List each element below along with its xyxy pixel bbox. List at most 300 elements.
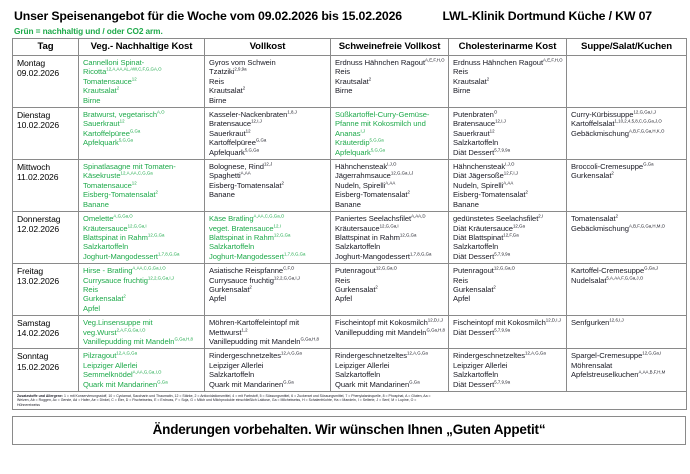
allergen-codes: 12 xyxy=(245,128,251,134)
dish-name: Diät Blattspinat xyxy=(453,232,504,242)
allergen-codes: A,O xyxy=(157,109,165,115)
dish-name: Salzkartoffeln xyxy=(453,242,499,252)
dish-line xyxy=(209,351,327,360)
dish-name: Kartoffelpüree xyxy=(209,138,256,148)
table-row xyxy=(13,108,687,160)
dish-name: Vanillepudding mit Mandeln xyxy=(83,336,175,346)
dish-name: Ricotta xyxy=(83,67,107,77)
allergen-codes: A,AA,G,Ga,I,O xyxy=(132,369,162,375)
allergen-codes: 5,G,Ga xyxy=(369,137,384,143)
dish-name: Möhrensalat xyxy=(571,360,613,370)
allergen-codes: 1,8,J xyxy=(287,109,297,115)
allergen-codes: 5,7,9,9a xyxy=(494,379,511,385)
allergen-codes: 5,7,9,9a xyxy=(494,147,511,153)
column-header-day: Tag xyxy=(13,39,79,56)
dish-line xyxy=(335,252,445,261)
allergen-codes: G,Ga,H,8 xyxy=(300,336,319,342)
dish-line xyxy=(83,337,201,346)
menu-cell-schweinefrei xyxy=(331,349,449,392)
allergen-codes: 2,A,F,G,Ga,I,O xyxy=(116,327,146,333)
menu-cell-veg xyxy=(79,349,205,392)
dish-name: Salzkartoffeln xyxy=(453,138,499,148)
dish-name: Joghurt-Mangodessert xyxy=(209,251,284,261)
allergen-codes: 12,I xyxy=(273,222,281,228)
dish-name: Salzkartoffeln xyxy=(209,370,255,380)
day-cell xyxy=(13,212,79,264)
allergen-codes: 12,A,G,Ga xyxy=(525,350,546,356)
footer-banner: Änderungen vorbehalten. Wir wünschen Ihnen „Guten Appetit“ xyxy=(12,416,686,445)
dish-line xyxy=(453,380,563,389)
allergen-codes: 2 xyxy=(375,284,378,290)
allergen-codes: 5,7,9,9a xyxy=(494,327,511,333)
dish-line xyxy=(335,110,445,119)
allergen-codes: A,B,F,G,Ga,H,K,O xyxy=(628,128,665,134)
dish-line xyxy=(571,119,683,128)
dish-line xyxy=(453,285,563,294)
dish-name: Krautsalat xyxy=(453,76,487,86)
dish-name: Krautsalat xyxy=(209,86,243,96)
dish-name: Vanillepudding mit Mandeln xyxy=(335,327,427,337)
allergen-codes: A,AA xyxy=(385,180,396,186)
dish-line xyxy=(453,129,563,138)
dish-name: Spaghetti xyxy=(209,171,241,181)
allergen-codes: A,AA xyxy=(503,180,514,186)
menu-cell-vollkost xyxy=(205,264,331,316)
allergen-codes: G,Ga xyxy=(409,379,420,385)
dish-name: Apfelquark xyxy=(209,147,245,157)
day-cell xyxy=(13,108,79,160)
table-row xyxy=(13,316,687,349)
allergen-codes: 12,2,G,Ga,I,J xyxy=(273,275,301,280)
dish-name: Nudelsalat xyxy=(571,275,607,285)
allergen-codes: 5,G,Ga xyxy=(118,137,133,143)
menu-cell-vollkost xyxy=(205,349,331,392)
allergen-codes: 12,A,AA,C,G,Ga xyxy=(120,170,153,176)
allergen-codes: 12,2,G,Ga,I,J xyxy=(147,275,175,280)
allergen-codes: A,G,Ga,O xyxy=(113,213,133,219)
dish-name: Spinatlasagne mit Tomaten- xyxy=(83,162,176,172)
dish-line xyxy=(209,380,327,389)
dish-line xyxy=(335,58,445,67)
dish-line xyxy=(83,138,201,147)
dish-name: Reis xyxy=(83,284,98,294)
allergen-codes: 12,G,Ga,O xyxy=(375,265,398,271)
allergen-codes: A,AA,C,G,Ga,I,O xyxy=(132,265,166,271)
dish-line xyxy=(209,370,327,379)
dish-name: Krautsalat xyxy=(335,76,369,86)
column-header-cholesterin: Cholesterinarme Kost xyxy=(449,39,567,56)
dish-line xyxy=(209,58,327,67)
dish-line xyxy=(335,276,445,285)
dish-name: Gebäckmischung xyxy=(571,128,629,138)
column-header-veg: Veg.- Nachhaltige Kost xyxy=(79,39,205,56)
menu-cell-schweinefrei xyxy=(331,108,449,160)
dish-name: Salzkartoffeln xyxy=(209,242,255,252)
day-name: Samstag xyxy=(17,318,51,329)
dish-line xyxy=(453,148,563,157)
day-name: Montag xyxy=(17,58,46,68)
allergen-codes: 12,A,G,Ga xyxy=(116,350,138,356)
dish-name: Tzatziki xyxy=(209,67,235,77)
dish-name: Rindergeschnetzeltes xyxy=(209,351,282,361)
dish-name: veget. Bratensauce xyxy=(209,223,274,233)
dish-name: Cannelloni Spinat- xyxy=(83,58,145,67)
table-row xyxy=(13,349,687,392)
menu-cell-cholesterin xyxy=(449,56,567,108)
dish-line xyxy=(209,242,327,251)
dish-name: Leipziger Allerlei xyxy=(83,360,138,370)
dish-name: Sauerkraut xyxy=(209,128,246,138)
dish-line xyxy=(335,190,445,199)
dish-line xyxy=(335,370,445,379)
dish-name: Gurkensalat xyxy=(209,284,250,294)
menu-cell-veg xyxy=(79,264,205,316)
dish-line xyxy=(209,318,327,327)
dish-line xyxy=(83,351,201,360)
allergen-codes: 5,A,AA,F,G,Ga,J,O xyxy=(606,275,644,280)
menu-cell-vollkost xyxy=(205,56,331,108)
allergen-codes: 12,D,I,J xyxy=(427,317,443,323)
dish-name: Gurkensalat xyxy=(571,171,612,181)
menu-cell-schweinefrei xyxy=(331,160,449,212)
menu-cell-cholesterin xyxy=(449,316,567,349)
dish-name: Diät Dessert xyxy=(453,379,495,389)
dish-name: Apfel xyxy=(335,294,353,304)
dish-line xyxy=(83,200,201,209)
table-row xyxy=(13,212,687,264)
allergen-codes: 5,7,9,9a xyxy=(494,251,511,257)
dish-line xyxy=(209,181,327,190)
dish-name: Kräutersauce xyxy=(335,223,380,233)
menu-cell-cholesterin xyxy=(449,212,567,264)
dish-line xyxy=(571,351,683,360)
dish-name: Fischeintopf mit Kokosmilch xyxy=(335,318,428,328)
dish-name: Bratwurst, vegetarisch xyxy=(83,110,158,120)
dish-name: Pfanne mit Kokosmilch und xyxy=(335,119,426,129)
dish-name: Tomatensalat xyxy=(571,214,616,224)
day-date: 12.02.2026 xyxy=(17,224,60,235)
dish-name: Reis xyxy=(335,67,350,77)
document-header xyxy=(8,0,682,23)
dish-name: Erdnuss Hähnchen Ragout xyxy=(335,58,426,67)
dish-line xyxy=(335,328,445,337)
dish-line xyxy=(453,294,563,303)
dish-name: Semmelknödel xyxy=(83,370,133,380)
dish-line xyxy=(209,77,327,86)
allergen-codes: 12,G,Ga xyxy=(147,232,165,238)
dish-line xyxy=(83,252,201,261)
dish-line xyxy=(83,266,201,275)
dish-name: Curry-Kürbissuppe xyxy=(571,110,634,120)
allergen-codes: 2 xyxy=(493,284,496,290)
dish-line xyxy=(335,86,445,95)
allergen-codes: 2 xyxy=(155,189,158,195)
dish-name: Hirse - Bratling xyxy=(83,266,133,276)
menu-cell-vollkost xyxy=(205,212,331,264)
dish-name: Hähnchensteak xyxy=(453,162,506,172)
day-name: Dienstag xyxy=(17,110,51,121)
allergen-codes: A,B,F,G,Ga,H,M,O xyxy=(628,222,666,228)
allergen-codes: 12 xyxy=(119,118,125,124)
day-date: 09.02.2026 xyxy=(17,68,60,79)
dish-name: Quark mit Mandarinen xyxy=(209,379,284,389)
dish-name: veg.Wurst xyxy=(83,327,117,337)
dish-name: Paniertes Seelachsfilet xyxy=(335,214,412,224)
dish-name: Vanillepudding mit Mandeln xyxy=(209,336,301,346)
dish-line xyxy=(453,86,563,95)
column-header-suppe: Suppe/Salat/Kuchen xyxy=(567,39,687,56)
column-header-schweinefrei: Schweinefreie Vollkost xyxy=(331,39,449,56)
dish-name: Leipziger Allerlei xyxy=(335,360,390,370)
dish-name: Diät Dessert xyxy=(453,147,495,157)
dish-name: Apfelquark xyxy=(83,138,119,148)
allergen-codes: I,J,O xyxy=(505,161,515,167)
menu-cell-cholesterin xyxy=(449,264,567,316)
allergen-codes: G,Ga xyxy=(255,137,267,143)
menu-cell-schweinefrei xyxy=(331,316,449,349)
day-date: 11.02.2026 xyxy=(17,172,59,183)
dish-name: Joghurt-Mangodessert xyxy=(335,251,410,261)
dish-line xyxy=(453,276,563,285)
dish-name: Sauerkraut xyxy=(453,128,490,138)
allergen-codes: 2 xyxy=(368,76,372,82)
dish-line xyxy=(83,119,201,128)
dish-name: Salzkartoffeln xyxy=(335,370,381,380)
allergen-codes: 1,7,8,G,Ga xyxy=(283,251,306,257)
day-date: 15.02.2026 xyxy=(17,361,60,372)
dish-line xyxy=(209,224,327,233)
dish-line xyxy=(83,276,201,285)
dish-name: Ananas xyxy=(335,128,361,138)
allergen-codes: 12,Ga xyxy=(512,222,525,228)
dish-line xyxy=(83,129,201,138)
dish-name: Birne xyxy=(335,86,353,96)
dish-line xyxy=(83,181,201,190)
table-row xyxy=(13,160,687,212)
dish-name: Käse Bratling xyxy=(209,214,254,224)
allergen-codes: 2 xyxy=(242,85,246,91)
dish-name: Reis xyxy=(453,275,468,285)
dish-name: Gyros vom Schwein xyxy=(209,58,276,67)
dish-line xyxy=(209,171,327,180)
menu-cell-suppe xyxy=(567,264,687,316)
dish-name: Joghurt-Mangodessert xyxy=(83,251,158,261)
table-row xyxy=(13,264,687,316)
dish-name: Gurkensalat xyxy=(453,284,494,294)
dish-line xyxy=(571,318,683,327)
menu-cell-vollkost xyxy=(205,316,331,349)
dish-name: Mettwurst xyxy=(209,327,242,337)
allergen-codes: C,F,O xyxy=(283,265,295,271)
allergen-codes: 12,I,J xyxy=(251,118,262,124)
dish-line xyxy=(83,242,201,251)
dish-line xyxy=(335,67,445,76)
allergen-codes: 2 xyxy=(407,189,410,195)
menu-cell-suppe xyxy=(567,349,687,392)
dish-line xyxy=(209,233,327,242)
dish-line xyxy=(83,96,201,105)
allergen-codes: 2 xyxy=(116,85,120,91)
dish-line xyxy=(209,129,327,138)
dish-name: Senfgurken xyxy=(571,318,610,328)
dish-name: Diät Dessert xyxy=(453,327,495,337)
dish-name: Birne xyxy=(83,95,101,105)
dish-line xyxy=(83,304,201,313)
menu-cell-suppe xyxy=(567,108,687,160)
dish-line xyxy=(335,380,445,389)
allergen-codes: 12,G,Ga,I,J xyxy=(633,109,656,115)
dish-name: Jägerrahmsauce xyxy=(335,171,391,181)
allergen-codes: 12,G,Ga,O xyxy=(493,265,516,271)
dish-name: Omelette xyxy=(83,214,114,224)
day-date: 10.02.2026 xyxy=(17,120,60,131)
day-cell xyxy=(13,264,79,316)
dish-line xyxy=(83,285,201,294)
allergen-codes: 12,F,Ga xyxy=(503,232,519,238)
allergen-codes: 12,I,J xyxy=(495,118,506,124)
dish-name: Kartoffelpüree xyxy=(83,128,130,138)
dish-line xyxy=(83,233,201,242)
allergen-codes: 12,A,AA,AL,AW,C,F,G,GA,O xyxy=(106,66,162,72)
allergen-codes: 5,G,Ga xyxy=(370,147,385,153)
menu-cell-veg xyxy=(79,212,205,264)
menu-cell-veg xyxy=(79,160,205,212)
dish-line xyxy=(209,337,327,346)
dish-line xyxy=(453,77,563,86)
dish-line xyxy=(453,233,563,242)
dish-name: Apfel xyxy=(83,303,101,313)
dish-line xyxy=(209,138,327,147)
allergen-codes: G,Ga xyxy=(157,379,168,385)
legend-line-2: Weizen, Ab = Roggen, Ac = Gerste, Ad = Hafer, Ae = Dinkel, C = Eier, D = Fischeiweiss, E = Erdnuss, F = Soja, G = Milch und Milchprodukte einschließlich Laktose, Ga = Milcheiweiss, H = Schalenfrüchte, Ha = Mandeln, I = Sellerie, J = Senf, M = Lupine, O = xyxy=(17,398,417,403)
dish-line xyxy=(453,200,563,209)
dish-line xyxy=(453,67,563,76)
dish-name: Kräutersauce xyxy=(83,223,128,233)
dish-name: Salzkartoffeln xyxy=(453,370,499,380)
dish-line xyxy=(571,214,683,223)
dish-line xyxy=(335,266,445,275)
menu-cell-schweinefrei xyxy=(331,212,449,264)
day-name: Mittwoch xyxy=(17,162,51,173)
dish-name: Quark mit Mandarinen xyxy=(83,379,158,389)
dish-line xyxy=(209,96,327,105)
dish-line xyxy=(453,214,563,223)
menu-cell-vollkost xyxy=(205,160,331,212)
allergen-codes: 5,G,Ga xyxy=(244,147,259,153)
legend-row xyxy=(13,392,687,410)
dish-line xyxy=(335,181,445,190)
table-row xyxy=(13,56,687,108)
dish-name: Nudeln, Spirelli xyxy=(335,180,386,190)
dish-line xyxy=(335,351,445,360)
page-title: Unser Speisenangebot für die Woche vom 09.02.2026 bis 15.02.2026 xyxy=(14,9,402,23)
dish-line xyxy=(453,351,563,360)
day-cell xyxy=(13,349,79,392)
dish-line xyxy=(209,119,327,128)
dish-line xyxy=(571,129,683,138)
allergen-codes: 2,I xyxy=(538,213,544,219)
allergen-codes: G,Ga xyxy=(283,379,294,385)
menu-cell-suppe xyxy=(567,160,687,212)
allergen-codes: 12,6,I,J xyxy=(609,317,624,323)
allergen-codes: 1,7,8,G,Ga xyxy=(409,251,432,257)
dish-name: Kasseler-Nackenbraten xyxy=(209,110,288,120)
allergen-codes: O xyxy=(493,109,498,115)
allergen-codes: 12,G,Ga xyxy=(273,232,291,238)
dish-name: Bratensauce xyxy=(209,119,252,129)
dish-name: Reis xyxy=(453,67,468,77)
dish-line xyxy=(83,190,201,199)
dish-line xyxy=(335,361,445,370)
dish-line xyxy=(83,370,201,379)
dish-line xyxy=(335,224,445,233)
sustainability-note: Grün = nachhaltig und / oder CO2 arm. xyxy=(14,26,163,36)
dish-name: Möhren-Kartoffeleintopf mit xyxy=(209,318,300,328)
menu-cell-suppe xyxy=(567,56,687,108)
day-name: Donnerstag xyxy=(17,214,61,225)
allergen-codes: A,AA xyxy=(240,170,251,176)
day-cell xyxy=(13,316,79,349)
dish-name: Birne xyxy=(209,95,227,105)
day-cell xyxy=(13,56,79,108)
dish-line xyxy=(335,119,445,128)
allergen-codes: 2 xyxy=(611,170,614,176)
dish-name: Reis xyxy=(335,275,350,285)
allergen-codes: G,Ga,H,8 xyxy=(426,327,445,333)
dish-name: Erdnuss Hähnchen Ragout xyxy=(453,58,544,67)
table-header-row xyxy=(13,39,687,56)
dish-name: Bolognese, Rind xyxy=(209,162,264,172)
allergen-codes: 12,A,G,Ga xyxy=(407,350,428,356)
dish-line xyxy=(571,224,683,233)
allergen-codes: 2 xyxy=(281,180,284,186)
dish-name: Birne xyxy=(453,86,471,96)
allergen-codes: A,AA,C,G,Ga,O xyxy=(253,213,285,219)
dish-line xyxy=(453,266,563,275)
allergen-codes: A,E,F,H,O xyxy=(425,57,445,63)
dish-line xyxy=(209,148,327,157)
menu-cell-veg xyxy=(79,316,205,349)
dish-line xyxy=(571,370,683,379)
allergen-codes: 12,A,G,Ga xyxy=(281,350,302,356)
allergen-codes: 2,9,9a xyxy=(234,66,247,72)
dish-name: Eisberg-Tomatensalat xyxy=(453,190,526,200)
dish-line xyxy=(335,129,445,138)
dish-name: Apfelquark xyxy=(335,147,371,157)
allergen-codes: 12,G,Ga,I xyxy=(127,222,147,228)
legend-title: Zusatzstoffe und Allergene: xyxy=(17,394,63,398)
dish-name: gedünstetes Seelachsfilet xyxy=(453,214,539,224)
day-date: 14.02.2026 xyxy=(17,328,60,339)
dish-line xyxy=(209,252,327,261)
allergen-codes: 12,G,Ga,I xyxy=(642,350,662,356)
menu-cell-suppe xyxy=(567,316,687,349)
dish-line xyxy=(453,252,563,261)
allergen-codes: 1,10,2,4,5,8,C,G,Ga,J,O xyxy=(614,118,662,124)
dish-name: Currysauce fruchtig xyxy=(83,275,148,285)
allergen-codes: 1,7,8,G,Ga xyxy=(157,251,180,257)
dish-line xyxy=(335,285,445,294)
dish-name: Kräuterdip xyxy=(335,138,370,148)
allergen-codes: 12,F,I,J xyxy=(503,170,518,176)
dish-line xyxy=(571,171,683,180)
dish-name: Süßkartoffel-Curry-Gemüse- xyxy=(335,110,430,120)
dish-line xyxy=(83,171,201,180)
menu-cell-cholesterin xyxy=(449,160,567,212)
allergen-codes: 2 xyxy=(525,189,528,195)
dish-line xyxy=(83,380,201,389)
day-date: 13.02.2026 xyxy=(17,276,60,287)
